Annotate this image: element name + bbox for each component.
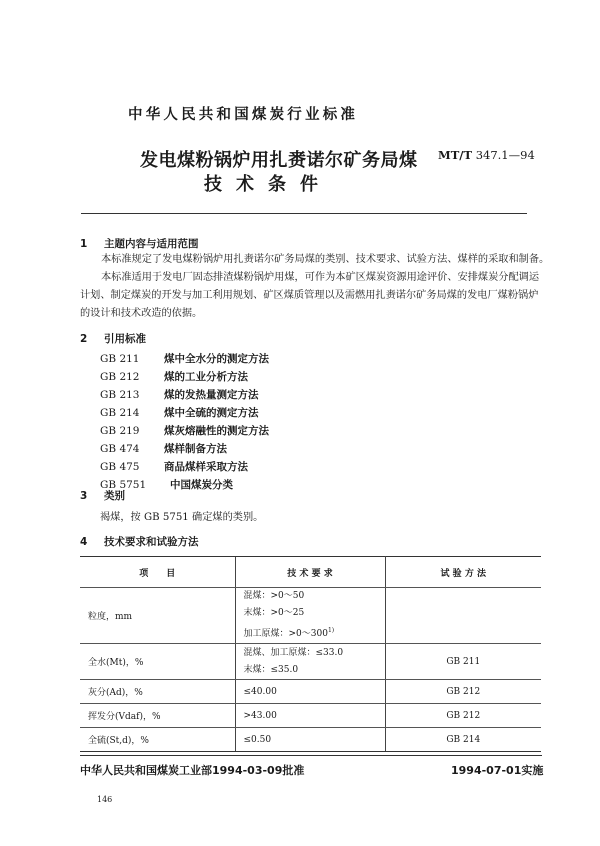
footer-divider (80, 755, 542, 756)
cell-method (385, 588, 541, 644)
paragraph: 本标准适用于发电厂固态排渣煤粉锅炉用煤，可作为本矿区煤炭资源用途评价、安排煤炭分配调运 (101, 272, 540, 283)
section-3-heading: 3 类别 (80, 490, 125, 502)
reference-item: GB 213 煤的发热量测定方法 (100, 389, 259, 401)
standard-code-prefix: MT/T (438, 148, 473, 162)
cell-item: 全水(Mt)，% (80, 644, 235, 680)
reference-item: GB 474 煤样制备方法 (100, 443, 227, 455)
approval-statement: 中华人民共和国煤炭工业部1994-03-09批准 (80, 764, 305, 777)
paragraph-continued: 计划、制定煤炭的开发与加工利用规划、矿区煤质管理以及需燃用扎赉诺尔矿务局煤的发电厂煤粉锅炉 (80, 290, 539, 301)
column-header-item: 项 目 (80, 557, 235, 588)
section-1-body (80, 251, 550, 323)
standard-code-number: 347.1—94 (475, 148, 535, 162)
column-header-requirements: 技 术 要 求 (235, 557, 385, 588)
reference-item: GB 212 煤的工业分析方法 (100, 371, 248, 383)
cell-requirements: ≤40.00 (235, 680, 385, 704)
implementation-date: 1994-07-01实施 (451, 764, 544, 777)
section-3-body: 褐煤，按 GB 5751 确定煤的类别。 (100, 512, 264, 523)
reference-item: GB 5751 中国煤炭分类 (100, 479, 233, 491)
cell-item: 全硫(St,d)，% (80, 728, 235, 752)
cell-requirements: >43.00 (235, 704, 385, 728)
column-header-method: 试 验 方 法 (385, 557, 541, 588)
table-row (80, 680, 541, 704)
reference-list (100, 350, 269, 494)
table-row (80, 704, 541, 728)
section-1-heading: 1 主题内容与适用范围 (80, 238, 199, 250)
cell-item: 灰分(Ad)，% (80, 680, 235, 704)
section-4-heading: 4 技术要求和试验方法 (80, 536, 199, 548)
table-row (80, 728, 541, 752)
cell-requirements: 混煤：>0～50 末煤：>0～25 加工原煤：$>0\sim 300^{1)}$ (235, 588, 385, 644)
cell-method: GB 212 (385, 680, 541, 704)
reference-item: GB 211 煤中全水分的测定方法 (100, 353, 269, 365)
footnote-mark: 1) (327, 627, 335, 634)
reference-item: GB 214 煤中全硫的测定方法 (100, 407, 259, 419)
paragraph-continued: 的设计和技术改造的依据。 (80, 308, 203, 319)
section-2-heading: 2 引用标准 (80, 333, 146, 345)
cell-item: 粒度，mm (80, 588, 235, 644)
cell-requirements: 混煤、加工原煤：≤33.0 末煤：≤35.0 (235, 644, 385, 680)
table-row (80, 644, 541, 680)
issuing-organization: 中华人民共和国煤炭行业标准 (128, 107, 359, 123)
table-row (80, 588, 541, 644)
cell-requirements: ≤0.50 (235, 728, 385, 752)
reference-item: GB 475 商品煤样采取方法 (100, 461, 248, 473)
header-divider (81, 213, 527, 214)
technical-requirements-table (80, 556, 541, 752)
cell-method: GB 214 (385, 728, 541, 752)
page-number: 146 (97, 795, 113, 804)
table-header-row (80, 557, 541, 588)
standard-code (438, 148, 535, 162)
cell-item: 挥发分(Vdaf)，% (80, 704, 235, 728)
reference-item: GB 219 煤灰熔融性的测定方法 (100, 425, 269, 437)
document-title-line2: 技术条件 (204, 174, 332, 195)
paragraph: 本标准规定了发电煤粉锅炉用扎赉诺尔矿务局煤的类别、技术要求、试验方法、煤样的采取和制备。 (101, 254, 550, 265)
cell-method: GB 211 (385, 644, 541, 680)
cell-method: GB 212 (385, 704, 541, 728)
document-title-line1: 发电煤粉锅炉用扎赉诺尔矿务局煤 (140, 150, 418, 171)
